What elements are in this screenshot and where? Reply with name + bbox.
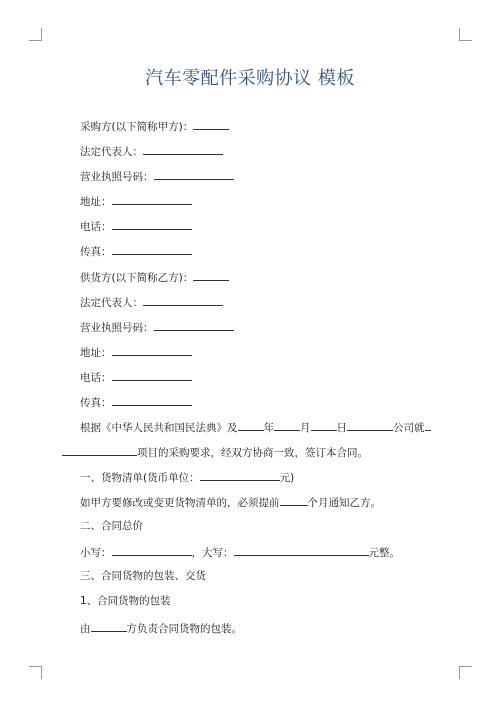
basis-day-label: 日: [336, 422, 347, 434]
section1-heading-end: 元): [279, 472, 295, 484]
basis-text-b: 项目的采购要求，经双方协商一致，签订本合同。: [137, 447, 368, 459]
buyer-phone-label: 电话：: [80, 221, 112, 233]
crop-mark-top-right: [459, 28, 472, 41]
buyer-blank[interactable]: [193, 118, 229, 130]
basis-company-label: 公司就: [393, 422, 425, 434]
buyer-fax-label: 传真：: [80, 246, 112, 258]
supplier-phone-blank[interactable]: [112, 369, 192, 381]
section3-1-body: [80, 620, 242, 636]
buyer-license-line: [80, 168, 234, 184]
section1-heading: 一、货物清单(货币单位：: [80, 472, 200, 484]
basis-text-a: 根据《中华人民共和国民法典》及: [80, 422, 238, 434]
buyer-license-label: 营业执照号码：: [80, 171, 154, 183]
supplier-address-blank[interactable]: [112, 344, 192, 356]
buyer-address-line: [80, 193, 192, 209]
buyer-line: [80, 118, 229, 134]
basis-year-blank[interactable]: [238, 419, 264, 431]
supplier-license-line: [80, 319, 234, 335]
supplier-license-label: 营业执照号码：: [80, 322, 154, 334]
supplier-rep-blank[interactable]: [143, 294, 223, 306]
section1-note-line: [80, 494, 381, 510]
packaging-text-a: 由: [80, 623, 91, 635]
section3-1-heading: 1、合同货物的包装: [80, 595, 171, 607]
basis-line: [80, 419, 431, 435]
buyer-address-label: 地址：: [80, 196, 112, 208]
buyer-rep-line: [80, 143, 223, 159]
buyer-fax-line: [80, 243, 192, 259]
amount-small-blank[interactable]: [112, 544, 192, 556]
buyer-phone-line: [80, 218, 192, 234]
currency-blank[interactable]: [200, 469, 280, 481]
buyer-fax-blank[interactable]: [112, 243, 192, 255]
packaging-text-b: 方负责合同货物的包装。: [126, 623, 242, 635]
supplier-rep-label: 法定代表人：: [80, 297, 143, 309]
amount-end-label: 元整。: [368, 547, 400, 559]
section2-amount-line: [80, 544, 400, 560]
crop-mark-bottom-right: [459, 666, 472, 679]
section2-heading: 二、合同总价: [80, 520, 143, 532]
buyer-license-blank[interactable]: [154, 168, 234, 180]
supplier-fax-label: 传真：: [80, 397, 112, 409]
section1-note-b: 个月通知乙方。: [307, 497, 381, 509]
notice-months-blank[interactable]: [280, 494, 308, 506]
buyer-rep-label: 法定代表人：: [80, 146, 143, 158]
basis-month-blank[interactable]: [274, 419, 300, 431]
supplier-label: 供货方(以下简称乙方)：: [80, 272, 194, 284]
section3-heading: 三、合同货物的包装、交货: [80, 570, 206, 582]
supplier-license-blank[interactable]: [154, 319, 234, 331]
basis-year-label: 年: [263, 422, 274, 434]
basis-line-2: [62, 444, 368, 460]
amount-big-label: ，大写：: [191, 547, 234, 559]
basis-day-blank[interactable]: [311, 419, 337, 431]
supplier-address-label: 地址：: [80, 347, 112, 359]
crop-mark-bottom-left: [29, 666, 42, 679]
supplier-blank[interactable]: [193, 269, 229, 281]
buyer-rep-blank[interactable]: [143, 143, 223, 155]
basis-tail-blank[interactable]: [425, 419, 431, 431]
amount-small-label: 小写：: [80, 547, 112, 559]
crop-mark-top-left: [29, 28, 42, 41]
buyer-address-blank[interactable]: [112, 193, 192, 205]
supplier-rep-line: [80, 294, 223, 310]
buyer-phone-blank[interactable]: [112, 218, 192, 230]
document-title: 汽车零配件采购协议 模板: [145, 68, 355, 89]
supplier-phone-line: [80, 369, 192, 385]
packaging-party-blank[interactable]: [91, 620, 127, 632]
basis-company-blank[interactable]: [347, 419, 393, 431]
buyer-label: 采购方(以下简称甲方)：: [80, 121, 194, 133]
supplier-fax-blank[interactable]: [112, 394, 192, 406]
basis-month-label: 月: [300, 422, 311, 434]
supplier-phone-label: 电话：: [80, 372, 112, 384]
amount-big-blank[interactable]: [234, 544, 369, 556]
supplier-address-line: [80, 344, 192, 360]
section1-line: [80, 469, 294, 485]
supplier-line: [80, 269, 229, 285]
section1-note-a: 如甲方要修改或变更货物清单的，必须提前: [80, 497, 280, 509]
basis-project-blank[interactable]: [62, 444, 137, 456]
supplier-fax-line: [80, 394, 192, 410]
